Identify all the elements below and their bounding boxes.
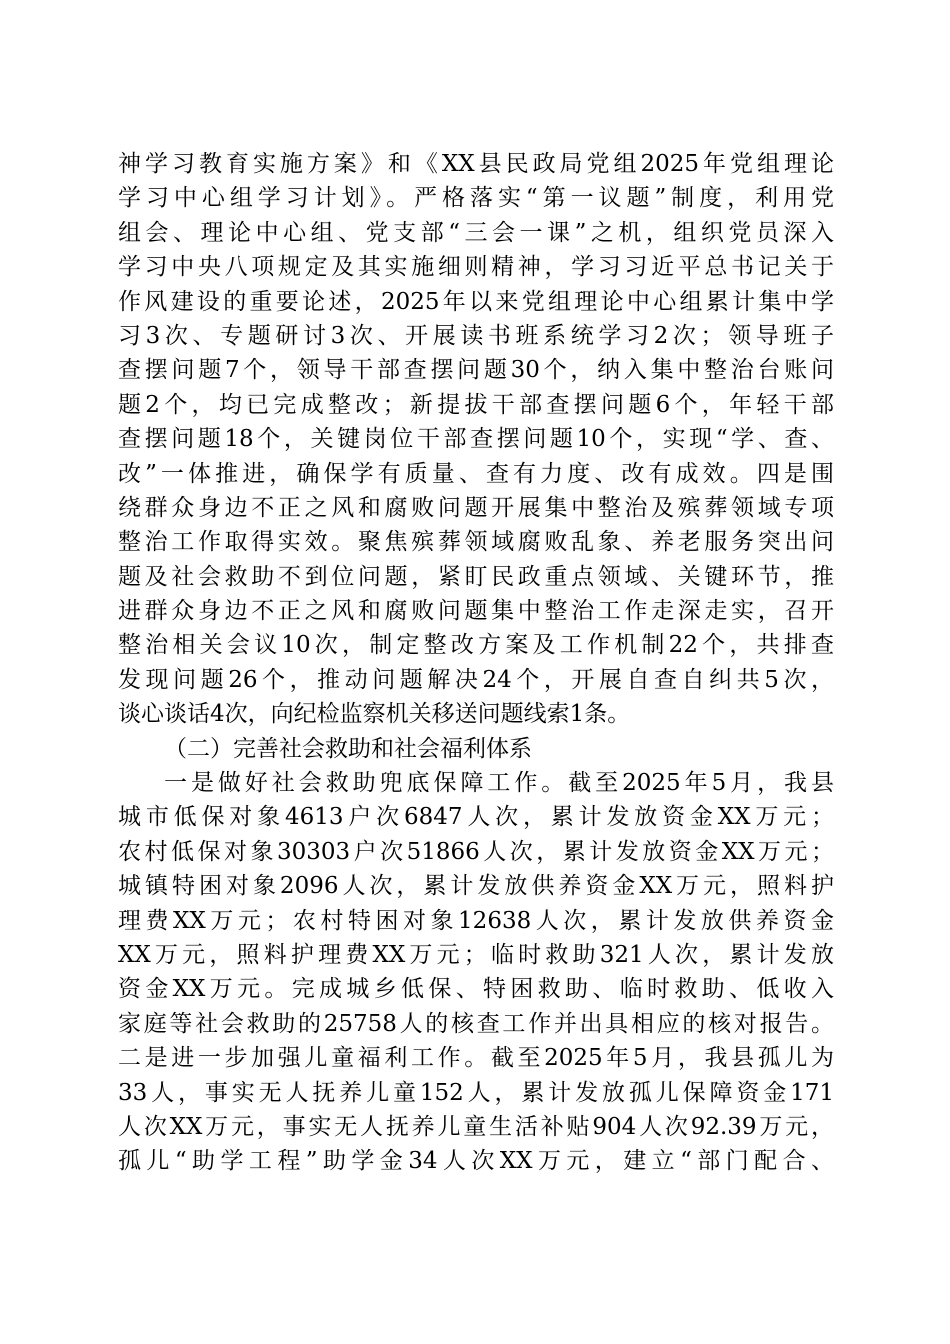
paragraph-line: 整治工作取得实效。聚焦殡葬领域腐败乱象、养老服务突出问 <box>118 529 834 556</box>
paragraph-line: 组会、理论中心组、党支部“三会一课”之机，组织党员深入 <box>118 219 834 246</box>
paragraph-line: 理费XX万元；农村特困对象12638人次，累计发放供养资金 <box>118 907 834 934</box>
paragraph-line: 学习中心组学习计划》。严格落实“第一议题”制度，利用党 <box>118 185 834 212</box>
paragraph-line: 查摆问题18个，关键岗位干部查摆问题10个，实现“学、查、 <box>118 426 834 453</box>
paragraph-line: 资金XX万元。完成城乡低保、特困救助、临时救助、低收入 <box>118 976 834 1003</box>
paragraph-line: 题及社会救助不到位问题，紧盯民政重点领域、关键环节，推 <box>118 563 834 590</box>
paragraph-line: 绕群众身边不正之风和腐败问题开展集中整治及殡葬领域专项 <box>118 494 834 521</box>
paragraph-line: 农村低保对象30303户次51866人次，累计发放资金XX万元； <box>118 838 834 865</box>
section-heading: （二）完善社会救助和社会福利体系 <box>164 735 532 762</box>
paragraph-line: 学习中央八项规定及其实施细则精神，学习习近平总书记关于 <box>118 254 834 281</box>
paragraph-line: 二是进一步加强儿童福利工作。截至2025年5月，我县孤儿为 <box>118 1045 834 1072</box>
paragraph-line: XX万元，照料护理费XX万元；临时救助321人次，累计发放 <box>118 941 834 968</box>
paragraph-line: 整治相关会议10次，制定整改方案及工作机制22个，共排查 <box>118 632 834 659</box>
paragraph-line: 神学习教育实施方案》和《XX县民政局党组2025年党组理论 <box>118 151 834 177</box>
paragraph-line: 发现问题26个，推动问题解决24个，开展自查自纠共5次， <box>118 666 834 693</box>
paragraph-first-line: 一是做好社会救助兜底保障工作。截至2025年5月，我县 <box>164 770 834 797</box>
paragraph-last-line: 谈心谈话4次，向纪检监察机关移送问题线索1条。 <box>118 701 631 728</box>
paragraph-line: 查摆问题7个，领导干部查摆问题30个，纳入集中整治台账问 <box>118 357 834 384</box>
paragraph-line: 城市低保对象4613户次6847人次，累计发放资金XX万元； <box>118 804 834 831</box>
paragraph-line: 作风建设的重要论述，2025年以来党组理论中心组累计集中学 <box>118 288 834 315</box>
paragraph-line: 题2个，均已完成整改；新提拔干部查摆问题6个，年轻干部 <box>118 391 834 418</box>
paragraph-line: 人次XX万元，事实无人抚养儿童生活补贴904人次92.39万元， <box>118 1113 834 1140</box>
paragraph-line: 33人，事实无人抚养儿童152人，累计发放孤儿保障资金171 <box>118 1079 834 1106</box>
document-body <box>118 147 834 1179</box>
paragraph-line: 改”一体推进，确保学有质量、查有力度、改有成效。四是围 <box>118 460 834 487</box>
paragraph-line: 家庭等社会救助的25758人的核查工作并出具相应的核对报告。 <box>118 1010 834 1037</box>
paragraph-line: 孤儿“助学工程”助学金34人次XX万元，建立“部门配合、 <box>118 1148 834 1175</box>
paragraph-line: 进群众身边不正之风和腐败问题集中整治工作走深走实，召开 <box>118 598 834 625</box>
paragraph-line: 习3次、专题研讨3次、开展读书班系统学习2次；领导班子 <box>118 322 834 349</box>
paragraph-line: 城镇特困对象2096人次，累计发放供养资金XX万元，照料护 <box>118 873 834 900</box>
